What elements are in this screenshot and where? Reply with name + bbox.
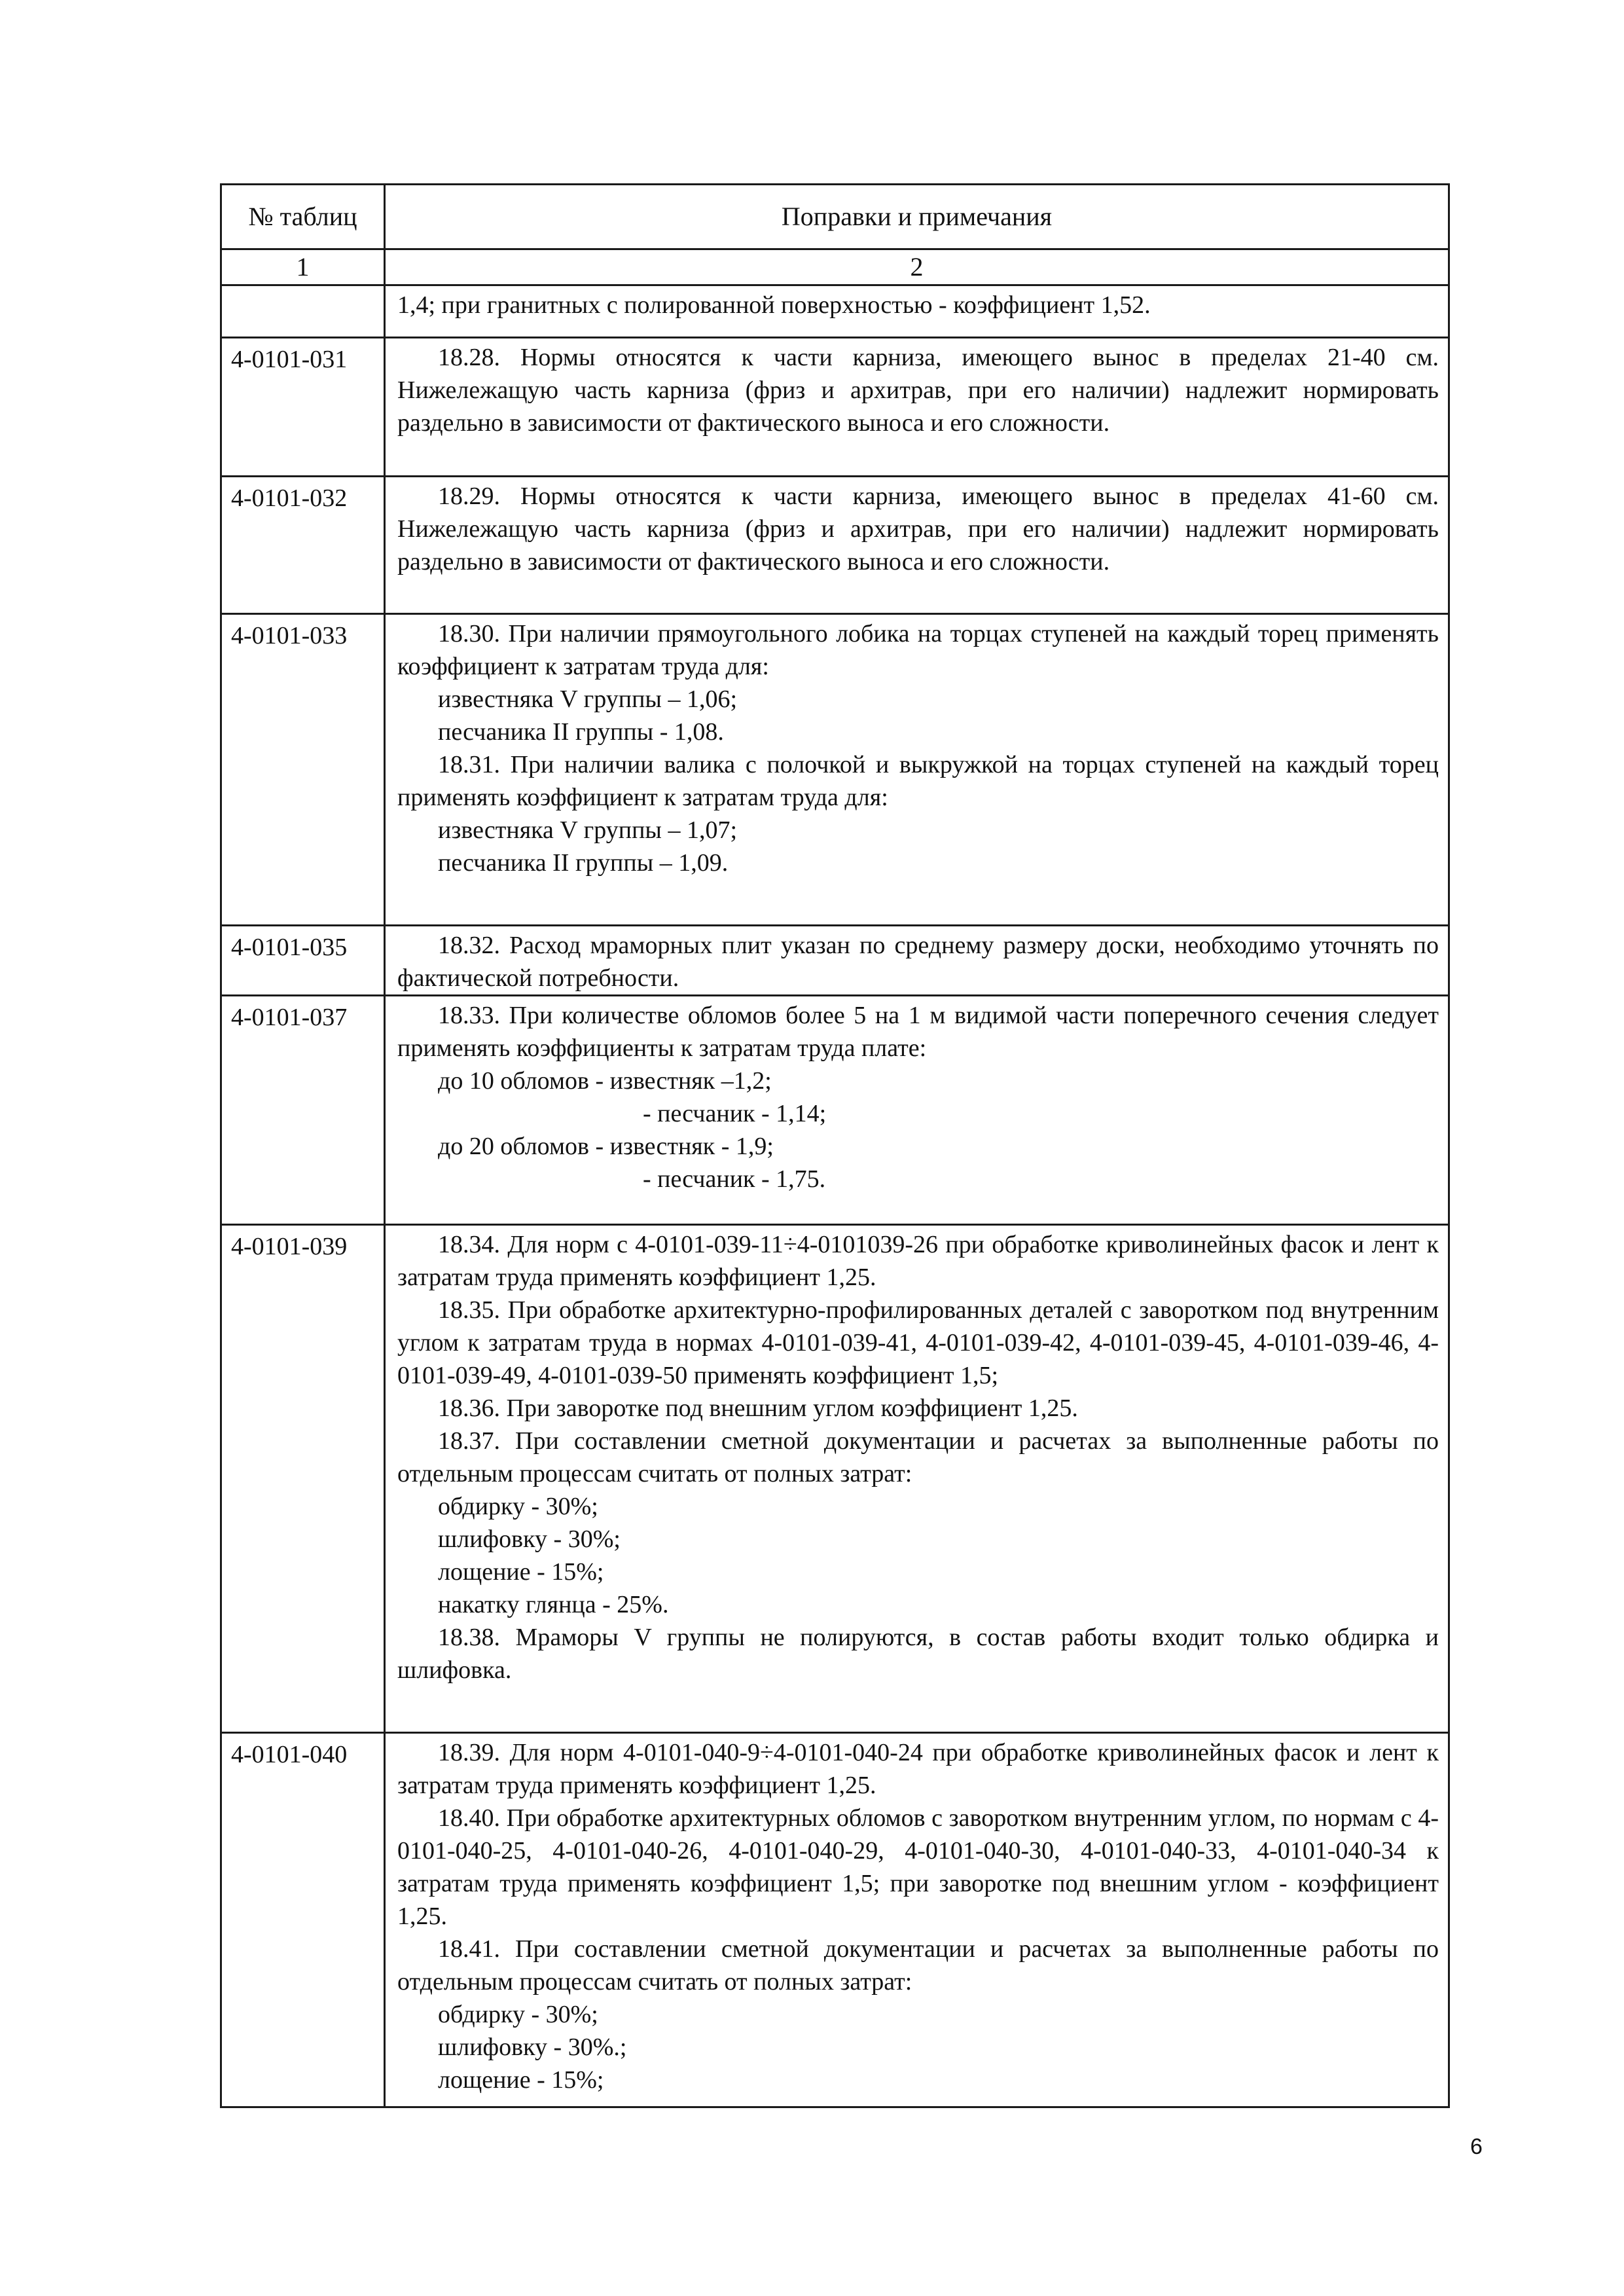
table-row <box>221 926 1449 996</box>
note-paragraph: известняка V группы – 1,06; <box>438 685 738 713</box>
table-number-cell: 4-0101-039 <box>221 1225 385 1733</box>
note-paragraph: 18.34. Для норм с 4-0101-039-11÷4-0101039-26 при обработке криволинейных фасок и лент к затратам труда применять коэффициент 1,25. <box>397 1231 1439 1291</box>
note-paragraph: лощение - 15%; <box>438 1558 604 1586</box>
note-paragraph: 18.31. При наличии валика с полочкой и выкружкой на торцах ступеней на каждый торец применять коэффициент к затратам труда для: <box>397 751 1439 811</box>
note-paragraph: лощение - 15%; <box>438 2066 604 2094</box>
note-paragraph: 18.35. При обработке архитектурно-профилированных деталей с заворотком под внутренним углом к затратам труда в нормах 4-0101-039-41, 4-0101-039-42, 4-0101-039-45, 4-0101-039-46, 4-0101-039-49, 4-0101-039-50 применять коэффициент 1,5; <box>397 1296 1439 1389</box>
note-paragraph: обдирку - 30%; <box>438 2001 598 2028</box>
note-paragraph: известняка V группы – 1,07; <box>438 816 738 844</box>
header-table-number: № таблиц <box>221 185 385 249</box>
note-paragraph: накатку глянца - 25%. <box>438 1591 669 1618</box>
table-number-cell: 4-0101-040 <box>221 1733 385 2107</box>
note-paragraph: обдирку - 30%; <box>438 1493 598 1520</box>
table-number-cell: 4-0101-033 <box>221 614 385 926</box>
note-paragraph: до 10 обломов - известняк –1,2; <box>438 1067 772 1095</box>
note-paragraph: 18.38. Мраморы V группы не полируются, в состав работы входит только обдирка и шлифовка. <box>397 1624 1439 1684</box>
table-number-cell: 4-0101-035 <box>221 926 385 996</box>
notes-cell <box>385 477 1449 614</box>
table-row <box>221 1225 1449 1733</box>
column-number-1: 1 <box>221 249 385 285</box>
table-header-row <box>221 185 1449 249</box>
table-number-cell: 4-0101-037 <box>221 996 385 1225</box>
note-paragraph: песчаника II группы – 1,09. <box>438 849 729 877</box>
corrections-table <box>220 183 1450 2108</box>
note-paragraph: шлифовку - 30%.; <box>438 2033 627 2061</box>
header-notes: Поправки и примечания <box>385 185 1449 249</box>
table-row <box>221 285 1449 338</box>
note-paragraph: - песчаник - 1,75. <box>643 1165 826 1193</box>
notes-cell <box>385 338 1449 477</box>
note-paragraph: 18.39. Для норм 4-0101-040-9÷4-0101-040-24 при обработке криволинейных фасок и лент к затратам труда применять коэффициент 1,25. <box>397 1739 1439 1799</box>
note-paragraph: 18.41. При составлении сметной документации и расчетах за выполненные работы по отдельным процессам считать от полных затрат: <box>397 1935 1439 1995</box>
table-row <box>221 1733 1449 2107</box>
table-number-cell <box>221 285 385 338</box>
note-paragraph: - песчаник - 1,14; <box>643 1100 827 1127</box>
table-number-cell: 4-0101-032 <box>221 477 385 614</box>
notes-cell <box>385 1733 1449 2107</box>
note-paragraph: 18.28. Нормы относятся к части карниза, имеющего вынос в пределах 21-40 см. Нижележащую часть карниза (фриз и архитрав, при его наличии) надлежит нормировать раздельно в зависимости от фактического выноса и его сложности. <box>397 344 1439 437</box>
note-paragraph: 1,4; при гранитных с полированной поверхностью - коэффициент 1,52. <box>397 291 1151 319</box>
table-row <box>221 477 1449 614</box>
note-paragraph: до 20 обломов - известняк - 1,9; <box>438 1133 774 1160</box>
note-paragraph: 18.30. При наличии прямоугольного лобика на торцах ступеней на каждый торец применять коэффициент к затратам труда для: <box>397 620 1439 680</box>
table-row <box>221 996 1449 1225</box>
notes-cell <box>385 614 1449 926</box>
note-paragraph: шлифовку - 30%; <box>438 1525 621 1553</box>
page-number: 6 <box>1470 2134 1483 2159</box>
column-number-2: 2 <box>385 249 1449 285</box>
notes-cell <box>385 926 1449 996</box>
table-body <box>221 285 1449 2107</box>
note-paragraph: 18.40. При обработке архитектурных обломов с заворотком внутренним углом, по нормам с 4-0101-040-25, 4-0101-040-26, 4-0101-040-29, 4-0101-040-30, 4-0101-040-33, 4-0101-040-34 к затратам труда применять коэффициент 1,5; при заворотке под внешним углом - коэффициент 1,25. <box>397 1804 1439 1930</box>
table-column-numbers-row <box>221 249 1449 285</box>
note-paragraph: песчаника II группы - 1,08. <box>438 718 724 746</box>
table-row <box>221 614 1449 926</box>
table-number-cell: 4-0101-031 <box>221 338 385 477</box>
table-row <box>221 338 1449 477</box>
note-paragraph: 18.37. При составлении сметной документации и расчетах за выполненные работы по отдельным процессам считать от полных затрат: <box>397 1427 1439 1487</box>
note-paragraph: 18.33. При количестве обломов более 5 на 1 м видимой части поперечного сечения следует применять коэффициенты к затратам труда плате: <box>397 1002 1439 1062</box>
note-paragraph: 18.36. При заворотке под внешним углом коэффициент 1,25. <box>438 1394 1078 1422</box>
note-paragraph: 18.32. Расход мраморных плит указан по среднему размеру доски, необходимо уточнять по фактической потребности. <box>397 932 1439 992</box>
note-paragraph: 18.29. Нормы относятся к части карниза, имеющего вынос в пределах 41-60 см. Нижележащую часть карниза (фриз и архитрав, при его наличии) надлежит нормировать раздельно в зависимости от фактического выноса и его сложности. <box>397 483 1439 575</box>
notes-cell <box>385 285 1449 338</box>
notes-cell <box>385 996 1449 1225</box>
notes-cell <box>385 1225 1449 1733</box>
